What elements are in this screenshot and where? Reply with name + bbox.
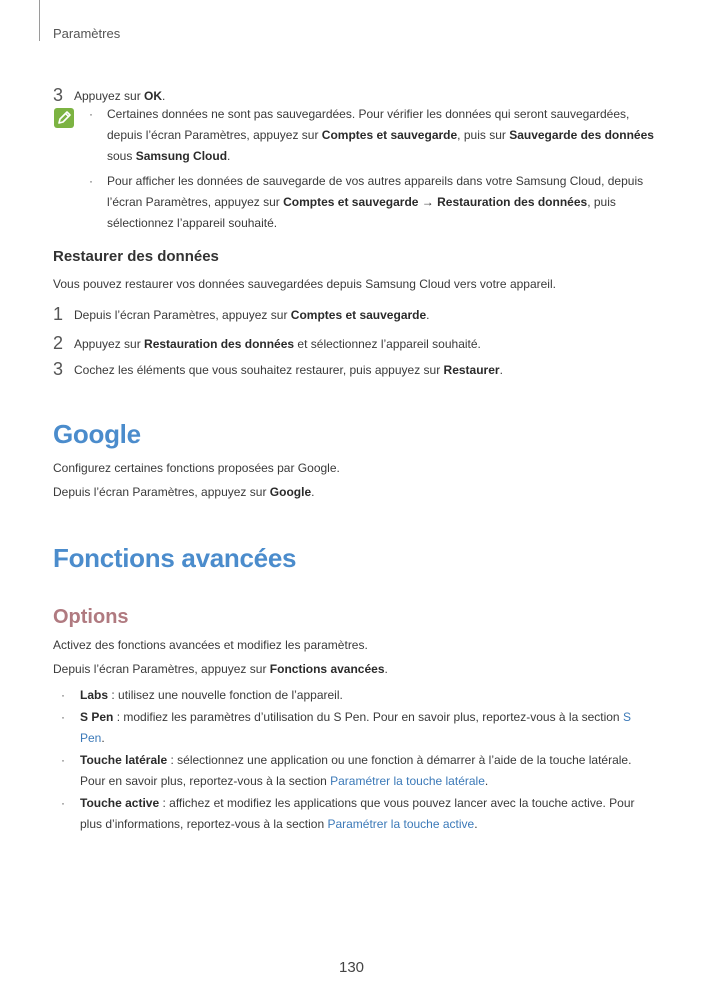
bullet-dot: · bbox=[61, 753, 65, 767]
restore-step-1 bbox=[53, 305, 663, 326]
restore-intro: Vous pouvez restaurer vos données sauvegardées depuis Samsung Cloud vers votre appareil. bbox=[53, 277, 556, 291]
option-item-labs: · Labs : utilisez une nouvelle fonction de l’appareil. bbox=[61, 685, 651, 706]
header-rule bbox=[39, 0, 40, 41]
link-parametrer-touche-active[interactable]: Paramétrer la touche active bbox=[327, 817, 475, 831]
option-item-touche-laterale: · Touche latérale : sélectionnez une application ou une fonction à démarrer à l’aide de la touche latérale. Pour en savoir plus, reportez-vous à la section Paramétrer la touche latérale. bbox=[61, 750, 651, 792]
section-heading-restore: Restaurer des données bbox=[53, 248, 219, 265]
section-heading-google: Google bbox=[53, 419, 141, 449]
step-number: 3 bbox=[53, 359, 64, 379]
google-instruction: Depuis l’écran Paramètres, appuyez sur Google. bbox=[53, 485, 315, 499]
bullet-dot: · bbox=[61, 796, 65, 810]
sub-heading-options: Options bbox=[53, 606, 129, 628]
section-heading-advanced: Fonctions avancées bbox=[53, 543, 297, 573]
bullet-dot: · bbox=[89, 174, 93, 188]
restore-step-3 bbox=[53, 360, 663, 381]
option-item-s-pen: · S Pen : modifiez les paramètres d’utilisation du S Pen. Pour en savoir plus, reportez-vous à la section S Pen. bbox=[61, 707, 651, 749]
page-number: 130 bbox=[338, 959, 365, 976]
step-text: Appuyez sur OK. bbox=[74, 89, 166, 103]
option-item-touche-active: · Touche active : affichez et modifiez les applications que vous pouvez lancer avec la touche active. Pour plus d’informations, reportez-vous à la section Paramétrer la touche active. bbox=[61, 793, 651, 835]
advanced-description: Activez des fonctions avancées et modifiez les paramètres. bbox=[53, 638, 368, 652]
note-item: · Certaines données ne sont pas sauvegardées. Pour vérifier les données qui seront sauvegardées, depuis l’écran Paramètres, appuyez sur Comptes et sauvegarde, puis sur Sauvegarde des données sous Samsung Cloud. bbox=[89, 104, 657, 167]
step-text: Depuis l’écran Paramètres, appuyez sur Comptes et sauvegarde. bbox=[74, 308, 430, 322]
advanced-instruction: Depuis l’écran Paramètres, appuyez sur Fonctions avancées. bbox=[53, 662, 388, 676]
step-number: 1 bbox=[53, 304, 64, 324]
bullet-dot: · bbox=[89, 107, 93, 121]
note-pencil-icon bbox=[54, 108, 74, 128]
bullet-dot: · bbox=[61, 688, 65, 702]
note-list bbox=[89, 104, 657, 234]
step-number: 2 bbox=[53, 333, 64, 353]
link-s-pen[interactable]: S Pen bbox=[80, 710, 631, 745]
google-description: Configurez certaines fonctions proposées par Google. bbox=[53, 461, 340, 475]
step-number: 3 bbox=[53, 85, 64, 105]
link-parametrer-touche-laterale[interactable]: Paramétrer la touche latérale bbox=[330, 774, 485, 788]
page-header-title: Paramètres bbox=[53, 26, 121, 41]
restore-step-2 bbox=[53, 334, 663, 355]
step-text: Appuyez sur Restauration des données et sélectionnez l’appareil souhaité. bbox=[74, 337, 481, 351]
step-text: Cochez les éléments que vous souhaitez restaurer, puis appuyez sur Restaurer. bbox=[74, 363, 503, 377]
note-item: · Pour afficher les données de sauvegarde de vos autres appareils dans votre Samsung Cloud, depuis l’écran Paramètres, appuyez sur Comptes et sauvegarde → Restauration des données, puis sélectionnez l’appareil souhaité. bbox=[89, 171, 657, 234]
options-list bbox=[61, 685, 651, 836]
bullet-dot: · bbox=[61, 710, 65, 724]
